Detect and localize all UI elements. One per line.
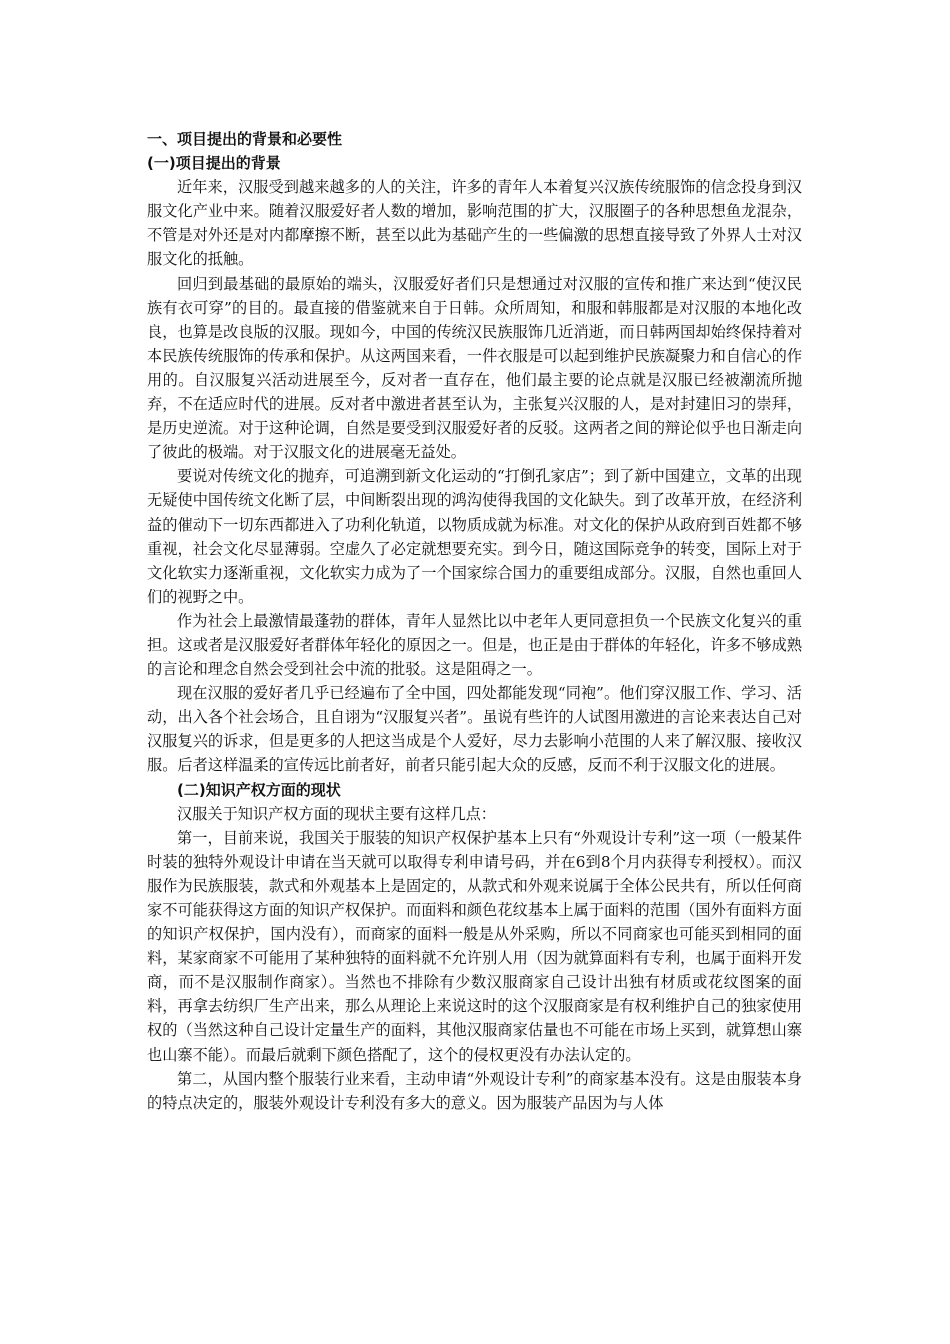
paragraph-2: 回归到最基础的最原始的端头，汉服爱好者们只是想通过对汉服的宣传和推广来达到“使汉民族有衣可穿”的目的。最直接的借鉴就来自于日韩。众所周知，和服和韩服都是对汉服的本地化改良，也算是改良版的汉服。现如今，中国的传统汉民族服饰几近消逝，而日韩两国却始终保持着对本民族传统服饰的传承和保护。从这两国来看，一件衣服是可以起到维护民族凝聚力和自信心的作用的。自汉服复兴活动进展至今，反对者一直存在，他们最主要的论点就是汉服已经被潮流所抛弃，不在适应时代的进展。反对者中激进者甚至认为，主张复兴汉服的人，是对封建旧习的崇拜，是历史逆流。对于这种论调，自然是要受到汉服爱好者的反驳。这两者之间的辩论似乎也日渐走向了彼此的极端。对于汉服文化的进展毫无益处。 xyxy=(147,274,802,462)
paragraph-1: 近年来，汉服受到越来越多的人的关注，许多的青年人本着复兴汉族传统服饰的信念投身到汉服文化产业中来。随着汉服爱好者人数的增加，影响范围的扩大，汉服圈子的各种思想鱼龙混杂，不管是对外还是对内都摩擦不断，甚至以此为基础产生的一些偏激的思想直接导致了外界人士对汉服文化的抵触。 xyxy=(147,178,802,269)
paragraph-8: 第二，从国内整个服装行业来看，主动申请“外观设计专利”的商家基本没有。这是由服装本身的特点决定的，服装外观设计专利没有多大的意义。因为服装产品因为与人体 xyxy=(147,1069,802,1112)
paragraph-4: 作为社会上最激情最蓬勃的群体，青年人显然比以中老年人更同意担负一个民族文化复兴的重担。这或者是汉服爱好者群体年轻化的原因之一。但是，也正是由于群体的年轻化，许多不够成熟的言论和理念自然会受到社会中流的批驳。这是阻碍之一。 xyxy=(147,611,802,679)
paragraph-5: 现在汉服的爱好者几乎已经遍布了全中国，四处都能发现“同袍”。他们穿汉服工作、学习、活动，出入各个社会场合，且自诩为“汉服复兴者”。虽说有些许的人试图用激进的言论来表达自己对汉服复兴的诉求，但是更多的人把这当成是个人爱好，尽力去影响小范围的人来了解汉服、接收汉服。后者这样温柔的宣传远比前者好，前者只能引起大众的反感，反而不利于汉服文化的进展。 xyxy=(147,684,802,775)
paragraph-6: 汉服关于知识产权方面的现状主要有这样几点： xyxy=(177,804,496,823)
paragraph-3: 要说对传统文化的抛弃，可追溯到新文化运动的“打倒孔家店”；到了新中国建立，文革的出现无疑使中国传统文化断了层，中间断裂出现的鸿沟使得我国的文化缺失。到了改革开放，在经济利益的催动下一切东西都进入了功利化轨道，以物质成就为标准。对文化的保护从政府到百姓都不够重视，社会文化尽显薄弱。空虚久了必定就想要充实。到今日，随这国际竞争的转变，国际上对于文化软实力逐渐重视，文化软实力成为了一个国家综合国力的重要组成部分。汉服，自然也重回人们的视野之中。 xyxy=(147,467,802,606)
section-heading: 一、项目提出的背景和必要性 xyxy=(147,130,343,148)
paragraph-7: 第一，目前来说，我国关于服装的知识产权保护基本上只有“外观设计专利”这一项（一般某件时装的独特外观设计申请在当天就可以取得专利申请号码，并在6到8个月内获得专利授权）。而汉服作为民族服装，款式和外观基本上是固定的，从款式和外观来说属于全体公民共有，所以任何商家不可能获得这方面的知识产权保护。而面料和颜色花纹基本上属于面料的范围（国外有面料方面的知识产权保护，国内没有），而商家的面料一般是从外采购，所以不同商家也可能买到相同的面料，某家商家不可能用了某种独特的面料就不允许别人用（因为就算面料有专利，也属于面料开发商，而不是汉服制作商家）。当然也不排除有少数汉服商家自己设计出独有材质或花纹图案的面料，再拿去纺织厂生产出来，那么从理论上来说这时的这个汉服商家是有权利维护自己的独家使用权的（当然这种自己设计定量生产的面料，其他汉服商家估量也不可能在市场上买到，就算想山寨也山寨不能）。而最后就剩下颜色搭配了，这个的侵权更没有办法认定的。 xyxy=(147,828,802,1064)
document-page xyxy=(147,127,802,1115)
subsection-heading-ip: (二)知识产权方面的现状 xyxy=(177,780,341,799)
subsection-heading-background: (一)项目提出的背景 xyxy=(147,154,281,173)
